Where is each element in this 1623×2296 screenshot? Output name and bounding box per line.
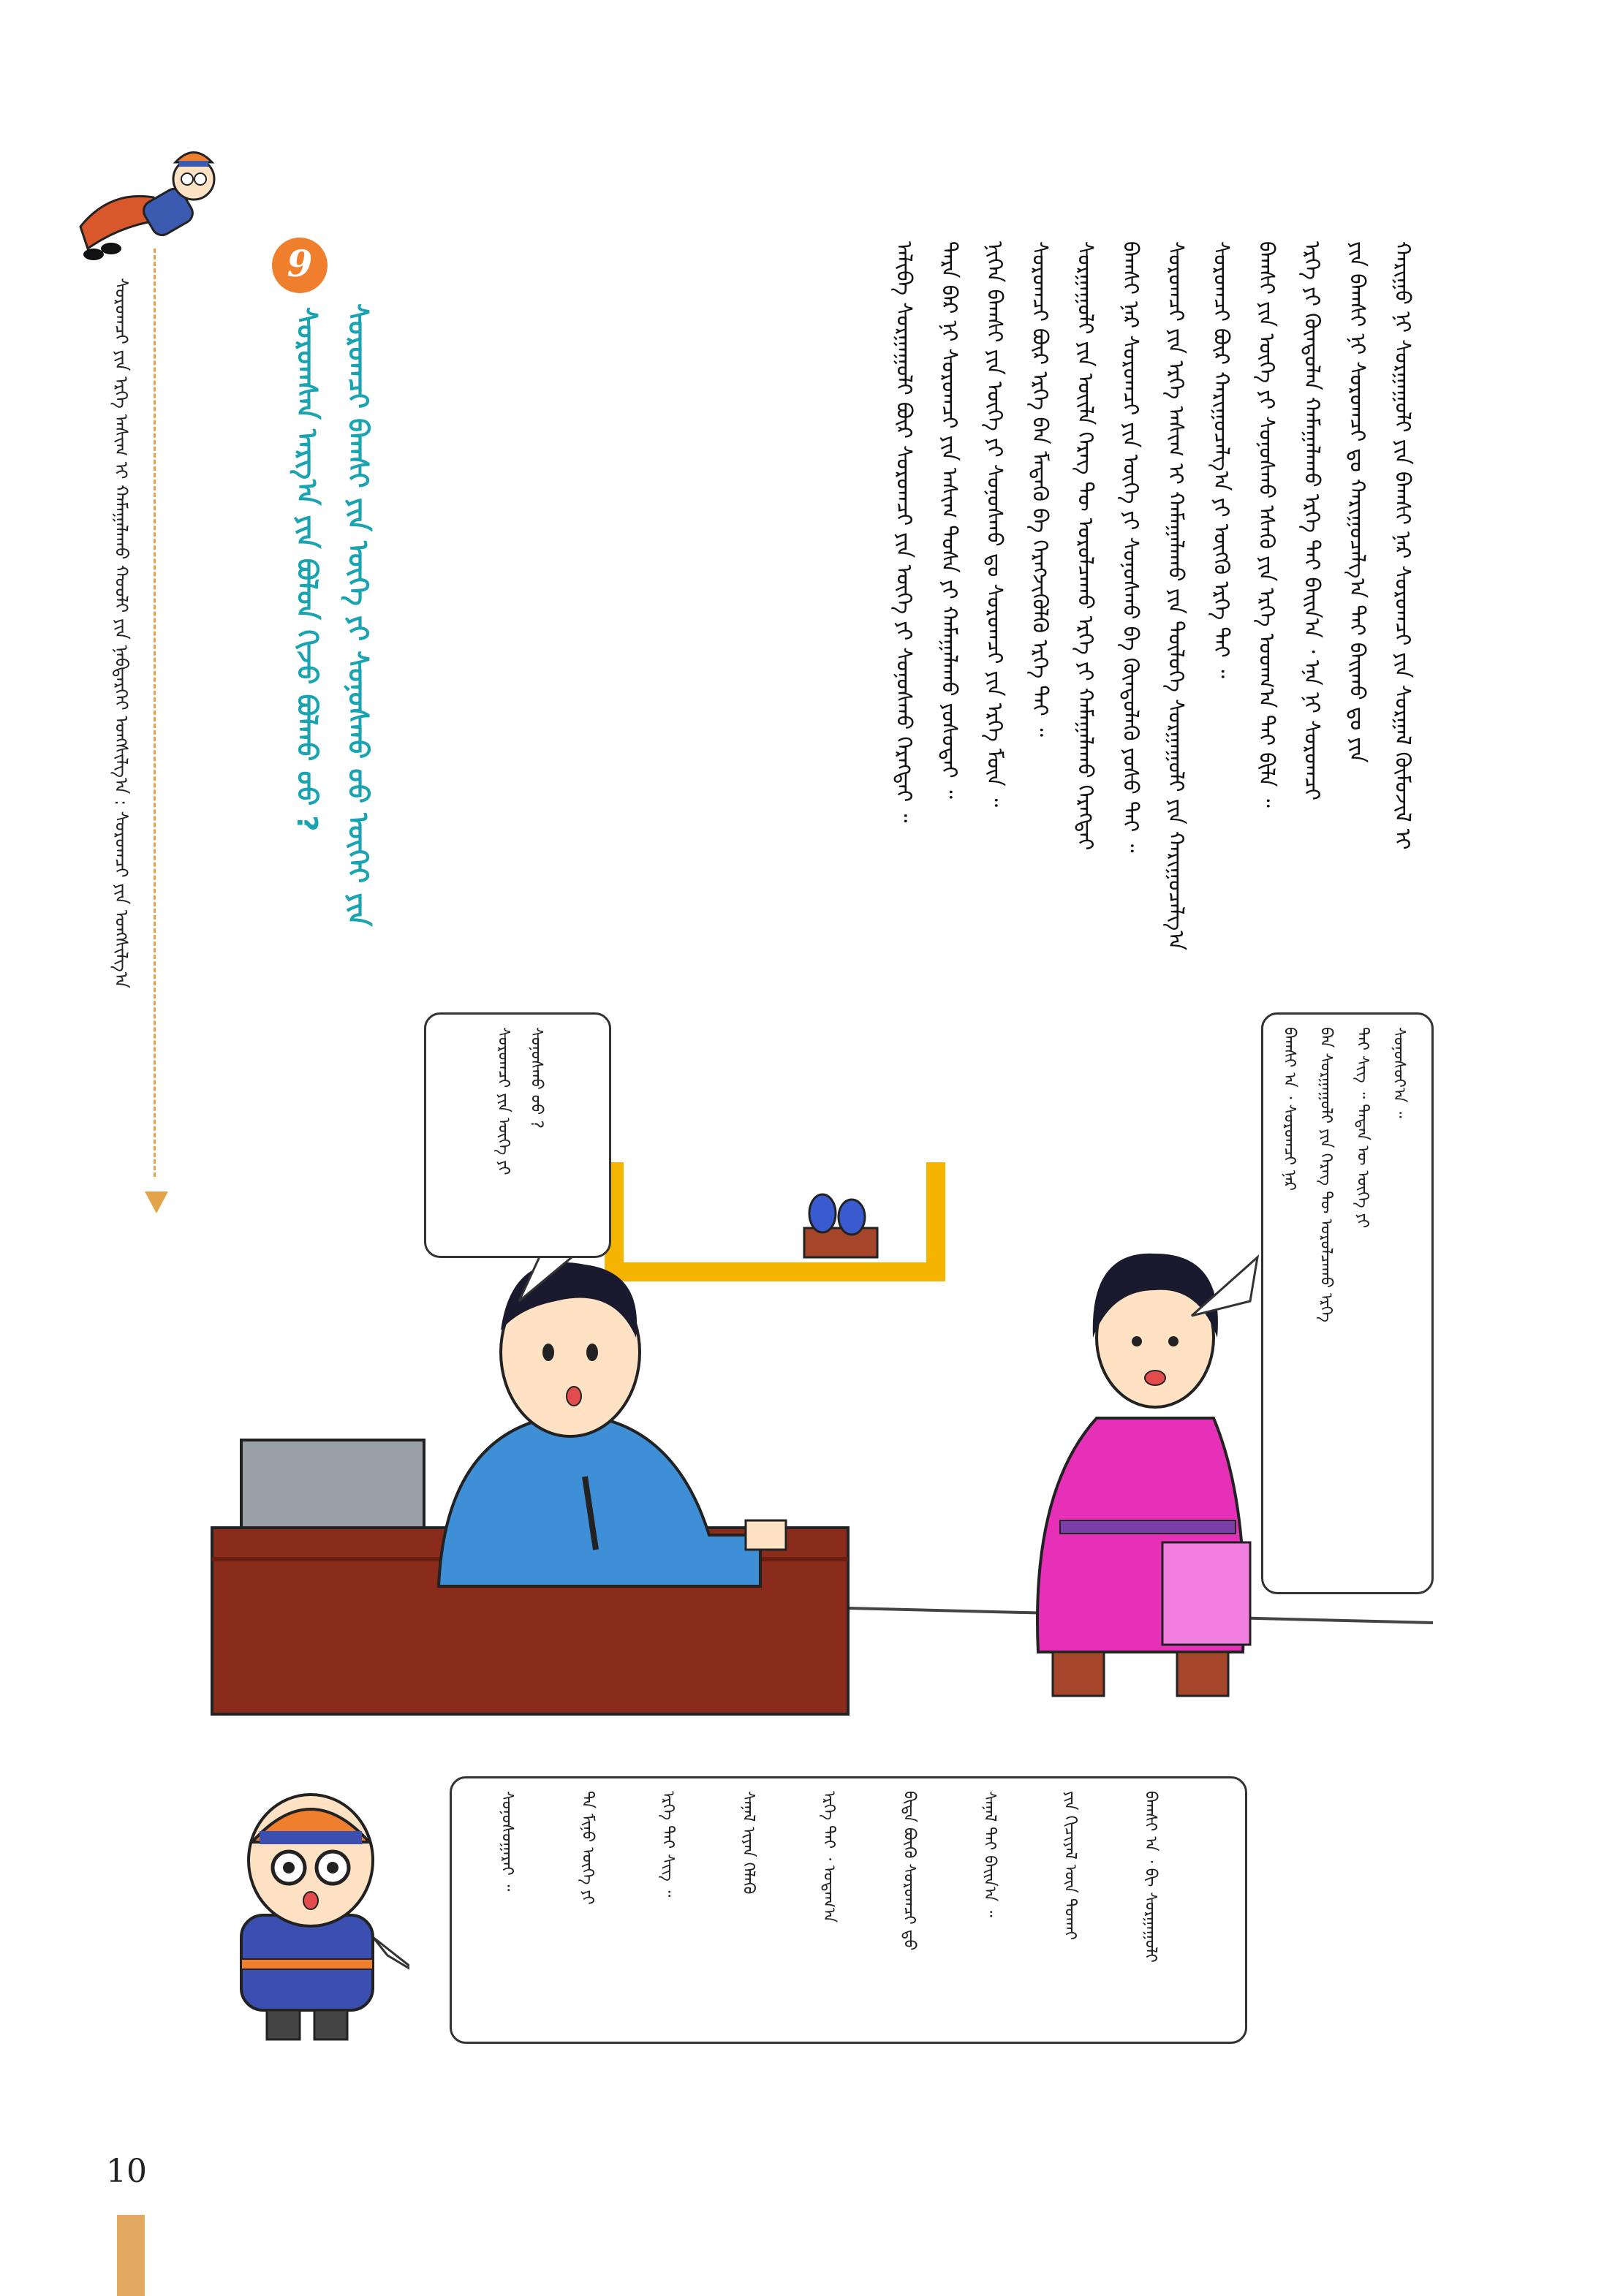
page-number: 10: [106, 2153, 147, 2190]
question-number: 9: [287, 242, 313, 285]
header-arrow-icon: [145, 1191, 168, 1213]
speech-bubble-teacher-line: ᠪᠠᠨ ᠰᠤᠷᠭᠠᠭᠤᠯᠢ ᠶᠢᠨ ᠬᠡᠷᠡᠭ ᠲᠦ ᠣᠷᠣᠯᠴᠠᠬᠤ ᠡᠷᠬᠡ: [1317, 1027, 1335, 1323]
speech-bubble-boy: [450, 1776, 1247, 2044]
body-text-column: ᠬᠠᠷᠢᠭᠤ ᠨᠢ ᠰᠤᠷᠭᠠᠭᠤᠯᠢ ᠶᠢᠨ ᠪᠠᠭᠰᠢ ᠨᠠᠷ ᠰᠤᠷᠤᠭᠴᠢ ᠶᠢᠨ ᠰᠤᠷᠭᠠᠯ ᠬᠦᠮᠦᠵᠢᠯ ᠢ: [1391, 241, 1415, 850]
body-text-column: ᠡᠷᠬᠡ ᠶᠢ ᠬᠦᠨᠳᠦᠯᠡᠨ ᠬᠠᠮᠠᠭᠠᠯᠠᠬᠤ ᠡᠷᠬᠡ ᠲᠠᠢ ᠪᠠᠢᠨ᠎ᠠ ᠂ ᠡᠨᠡ ᠨᠢ ᠰᠤᠷᠤᠭᠴᠢ: [1300, 241, 1325, 800]
body-text-column: ᠲᠡᠷᠡ ᠪᠡᠷ ᠨᠢ ᠰᠤᠷᠤᠭᠴᠢ ᠶᠢᠨ ᠠᠰᠢᠭ ᠲᠤᠰᠠ ᠶᠢ ᠬᠠᠮᠠᠭᠠᠯᠠᠬᠤ ᠶᠣᠰᠣᠲᠠᠢ ᠃: [937, 241, 962, 799]
speech-bubble-boy-line: ᠡᠷᠬᠡ ᠲᠠᠢ ᠂ ᠤᠳᠠᠭ᠎ᠠ: [820, 1791, 838, 1923]
body-text-column: ᠰᠤᠷᠤᠭᠴᠢ ᠶᠢᠨ ᠡᠷᠬᠡ ᠠᠰᠢᠭ ᠢ ᠬᠠᠮᠠᠭᠠᠯᠠᠬᠤ ᠶᠢᠨ ᠲᠥᠯᠥᠭᠡ ᠰᠤᠷᠭᠠᠭᠤᠯᠢ ᠶᠢᠨ ᠬᠠᠷᠢᠭᠤᠴᠠᠯᠭ᠎ᠠ: [1164, 241, 1189, 951]
speech-bubble-boy-line: ᠪᠢᠳᠡ ᠪᠦᠬᠦ ᠰᠤᠷᠤᠭᠴᠢ ᠳ᠋ᠤ: [900, 1791, 918, 1951]
question-title-line-1: ᠰᠤᠷᠤᠭᠰᠠᠨ ᠠᠷᠭ᠎ᠠ ᠶᠢᠨ ᠪᠣᠯᠤᠨ ᠬᠢᠵᠦ ᠪᠣᠯᠬᠤ ᠤᠤ ?: [291, 307, 323, 832]
body-text-column: ᠰᠤᠷᠭᠠᠭᠤᠯᠢ ᠶᠢᠨ ᠦᠢᠯᠡ ᠬᠡᠷᠡᠭ ᠲᠦ ᠣᠷᠣᠯᠴᠠᠬᠤ ᠡᠷᠬᠡ ᠶᠢ ᠬᠠᠮᠠᠭᠠᠯᠠᠬᠤ ᠬᠡᠷᠡᠭᠲᠡᠢ: [1073, 241, 1098, 851]
body-text-column: ᠪᠠᠭᠰᠢ ᠶᠢᠨ ᠦᠭᠡ ᠶᠢ ᠰᠣᠨᠣᠰᠬᠤ ᠡᠰᠡᠬᠦ ᠶᠢᠨ ᠡᠷᠬᠡ ᠤᠳᠬ᠎ᠠ ᠲᠠᠢ ᠪᠢᠯᠡ ᠃: [1255, 241, 1279, 808]
body-text-column: ᠪᠠᠭᠰᠢ ᠨᠠᠷ ᠰᠤᠷᠤᠭᠴᠢ ᠶᠢᠨ ᠦᠭᠡ ᠶᠢ ᠰᠣᠨᠣᠰᠬᠤ ᠪᠠ ᠬᠦᠨᠳᠦᠯᠡᠬᠦ ᠶᠣᠰᠣ ᠲᠠᠢ ᠃: [1119, 241, 1143, 853]
speech-bubble-man-line: ᠰᠤᠷᠤᠭᠴᠢ ᠶᠢᠨ ᠦᠭᠡ ᠶᠢ: [494, 1027, 512, 1175]
speech-bubble-teacher-line: ᠪᠠᠭᠰᠢ ᠠ ᠂ ᠰᠤᠷᠤᠭᠴᠢ ᠨᠠᠷ: [1280, 1027, 1298, 1191]
body-text-column: ᠠᠯᠢᠪᠠ ᠰᠤᠷᠭᠠᠭᠤᠯᠢ ᠪᠦᠷ ᠰᠤᠷᠤᠭᠴᠢ ᠶᠢᠨ ᠦᠭᠡ ᠶᠢ ᠰᠣᠨᠣᠰᠬᠤ ᠬᠡᠷᠡᠭᠲᠡᠢ ᠃: [892, 241, 917, 823]
body-text-column: ᠶᠢᠨ ᠪᠠᠭᠰᠢ ᠨᠢ ᠰᠤᠷᠤᠭᠴᠢ ᠳᠤ ᠬᠠᠷᠢᠭᠤᠴᠠᠯᠭ᠎ᠠ ᠲᠠᠢ ᠪᠠᠢᠬᠤ ᠳᠤ ᠶᠢᠨ: [1345, 241, 1370, 763]
question-title-line-2: ᠰᠤᠷᠤᠭᠴᠢ ᠪᠠᠭᠰᠢ ᠶᠢᠨ ᠦᠭᠡ ᠶᠢ ᠰᠣᠨᠣᠰᠬᠤ ᠦᠦ ᠦᠭᠡᠢ ᠶᠢᠨ: [342, 303, 374, 927]
speech-bubble-boy-line: ᠰᠠᠨᠠᠯ ᠲᠠᠢ ᠪᠠᠢᠨ᠎ᠠ ᠃: [980, 1791, 999, 1917]
speech-bubble-boy-line: ᠶᠢᠨ ᠬᠢᠴᠢᠶᠡᠯ ᠦᠨ ᠲᠤᠬᠠᠢ: [1061, 1791, 1079, 1941]
boy-mascot-icon: [212, 1769, 409, 2047]
speech-bubble-boy-line: ᠰᠣᠨᠣᠰᠤᠭᠠᠷᠠᠢ ᠃: [498, 1791, 516, 1892]
speech-bubble-teacher-line: ᠲᠠᠢ ᠰᠢᠭ ᠃ ᠲᠡᠳᠡᠨ ᠦ ᠦᠭᠡ ᠶᠢ: [1353, 1027, 1372, 1228]
speech-bubble-boy-line: ᠡᠷᠬᠡ ᠲᠠᠢ ᠰᠢᠭ ᠃: [659, 1791, 677, 1898]
speech-bubble-boy-line: ᠪᠠᠭᠰᠢ ᠠ ᠂ ᠪᠢ ᠰᠤᠷᠭᠠᠭᠤᠯᠢ: [1141, 1791, 1159, 1963]
speech-bubble-man-line: ᠰᠣᠨᠣᠰᠬᠤ ᠤᠤ ?: [527, 1027, 545, 1129]
flying-boy-mascot-icon: [66, 139, 219, 263]
body-text-column: ᠨᠢᠭᠡᠨ ᠪᠠᠭᠰᠢ ᠶᠢᠨ ᠦᠭᠡ ᠶᠢ ᠰᠣᠨᠣᠰᠬᠤ ᠳᠤ ᠰᠤᠷᠤᠭᠴᠢ ᠶᠢᠨ ᠡᠷᠬᠡ ᠮᠥᠨ ᠃: [983, 241, 1007, 808]
header-dashed-line: [154, 249, 156, 1177]
running-header-title: ᠰᠤᠷᠤᠭᠴᠢ ᠶᠢᠨ ᠡᠷᠬᠡ ᠠᠰᠢᠭ ᠢ ᠬᠠᠮᠠᠭᠠᠯᠠᠬᠤ ᠬᠤᠤᠯᠢ ᠶᠢᠨ ᠨᠡᠪᠲᠡᠷᠬᠡᠢ ᠤᠩᠱᠢᠯᠭ᠎ᠠ : ᠰᠤᠷᠤᠭᠴᠢ ᠶᠢᠨ ᠣᠩᠰᠢᠯᠭ᠎ᠠ: [111, 278, 132, 988]
speech-bubble-boy-line: ᠰᠠᠨᠠᠯ ᠢᠶᠠᠨ ᠬᠡᠯᠡᠬᠦ: [739, 1791, 757, 1895]
page-edge-tab: [117, 2215, 145, 2296]
body-text-column: ᠰᠤᠷᠤᠭᠴᠢ ᠪᠦᠷ ᠬᠠᠷᠢᠭᠤᠴᠠᠯᠭ᠎ᠠ ᠶᠢ ᠦᠭᠬᠦ ᠡᠷᠬᠡ ᠲᠠᠢ ᠃: [1209, 241, 1234, 678]
speech-bubble-teacher-line: ᠰᠣᠨᠣᠰᠤᠶ᠎ᠠ ᠃: [1390, 1027, 1408, 1118]
body-text-column: ᠰᠤᠷᠤᠭᠴᠢ ᠪᠦᠷ ᠡᠷᠬᠡ ᠪᠡᠨ ᠮᠡᠳᠡᠬᠦ ᠪᠠ ᠬᠡᠷᠡᠭᠵᠢᠭᠦᠯᠬᠦ ᠡᠷᠬᠡ ᠲᠠᠢ ᠃: [1028, 241, 1053, 737]
speech-bubble-boy-line: ᠲᠠ ᠮᠢᠨᠦ ᠦᠭᠡ ᠶᠢ: [578, 1791, 597, 1905]
